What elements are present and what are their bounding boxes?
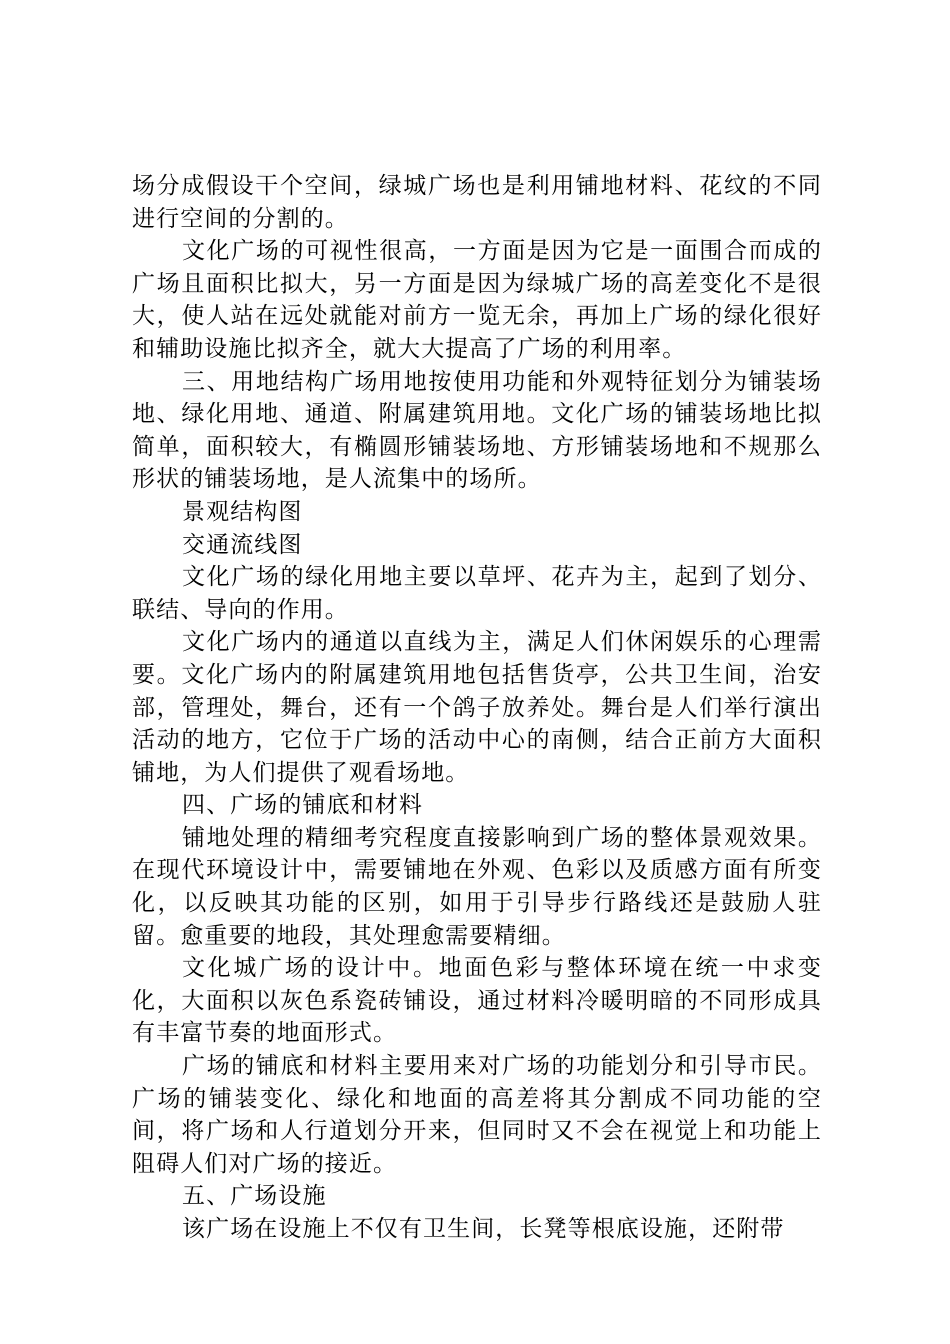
document-body [132,170,822,1246]
paragraph-continuation: 场分成假设干个空间，绿城广场也是利用铺地材料、花纹的不同进行空间的分割的。 [132,173,822,232]
section-land-structure: 三、用地结构广场用地按使用功能和外观特征划分为铺装场地、绿化用地、通道、附属建筑用地。文化广场的铺装场地比拟简单，面积较大，有椭圆形铺装场地、方形铺装场地和不规那么形状的铺装场地，是人流集中的场所。 [132,368,822,493]
paragraph-green-land: 文化广场的绿化用地主要以草坪、花卉为主，起到了划分、联结、导向的作用。 [132,564,822,623]
heading-facilities: 五、广场设施 [182,1183,327,1210]
paragraph-passages: 文化广场内的通道以直线为主，满足人们休闲娱乐的心理需要。文化广场内的附属建筑用地包括售货亭，公共卫生间，治安部，管理处，舞台，还有一个鸽子放养处。舞台是人们举行演出活动的地方，它位于广场的活动中心的南侧，结合正前方大面积铺地，为人们提供了观看场地。 [132,629,822,786]
paragraph-paving-detail: 铺地处理的精细考究程度直接影响到广场的整体景观效果。在现代环境设计中，需要铺地在外观、色彩以及质感方面有所变化，以反映其功能的区别，如用于引导步行路线还是鼓励人驻留。愈重要的地段，其处理愈需要精细。 [132,824,822,949]
heading-paving-materials: 四、广场的铺底和材料 [182,792,423,819]
caption-traffic-flow: 交通流线图 [182,531,303,558]
caption-landscape-structure: 景观结构图 [182,498,303,525]
paragraph-visibility: 文化广场的可视性很高，一方面是因为它是一面围合而成的广场且面积比拟大，另一方面是因为绿城广场的高差变化不是很大，使人站在远处就能对前方一览无余，再加上广场的绿化很好和辅助设施比拟齐全，就大大提高了广场的利用率。 [132,238,822,362]
paragraph-paving-function: 广场的铺底和材料主要用来对广场的功能划分和引导市民。广场的铺装变化、绿化和地面的高差将其分割成不同功能的空间，将广场和人行道划分开来，但同时又不会在视觉上和功能上阻碍人们对广场的接近。 [132,1053,822,1177]
paragraph-facilities: 该广场在设施上不仅有卫生间，长凳等根底设施，还附带 [182,1216,785,1242]
paragraph-ground-color: 文化城广场的设计中。地面色彩与整体环境在统一中求变化，大面积以灰色系瓷砖铺设，通过材料冷暖明暗的不同形成具有丰富节奏的地面形式。 [132,955,822,1047]
